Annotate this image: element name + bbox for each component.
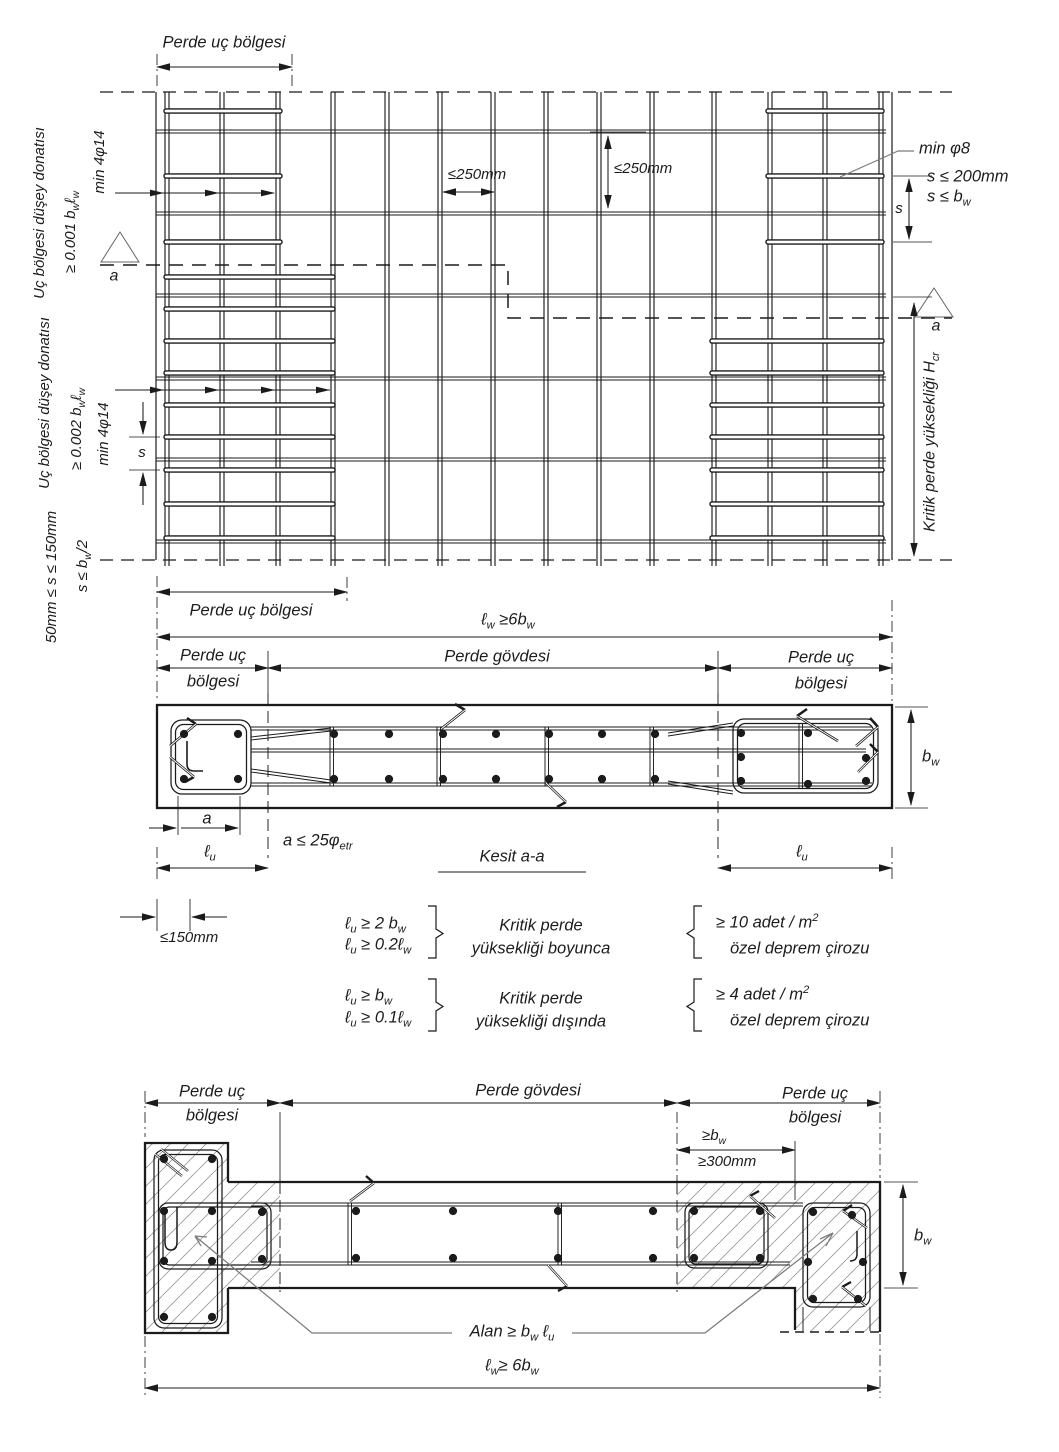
web-spacing-v-label: ≤250mm xyxy=(614,160,673,178)
left-upper-minbars: min 4φ14 xyxy=(91,130,109,194)
note2-cond2: ℓ$_u$ ≥ 0.1ℓ$_w$ xyxy=(345,1008,412,1030)
vertical-bars xyxy=(165,92,883,566)
s-limit2-label: $s \le b_w$ xyxy=(927,187,971,209)
note2-cond1: ℓ$_u$ ≥ $b_w$ xyxy=(345,986,393,1008)
sec-zone-right-2: bölgesi xyxy=(794,674,848,693)
zone-label-bottom: Perde uç bölgesi xyxy=(189,601,313,620)
sec-zone-left-1: Perde uç xyxy=(179,646,247,665)
plan-flange-width-2: ≥300mm xyxy=(698,1153,757,1171)
sec-lu-left: ℓ$_u$ xyxy=(204,842,216,864)
plan-lw-dim: ℓ$_w$≥ $6b_w$ xyxy=(485,1356,539,1378)
left-upper-req: ≥ 0.001 $b_w\ell_w$ xyxy=(62,190,83,274)
web-spacing-h-label: ≤250mm xyxy=(447,166,507,184)
left-upper-title: Uç bölgesi düşey donatısı xyxy=(31,127,49,299)
left-lower-minbars: min 4φ14 xyxy=(95,402,113,466)
note1-cond1: ℓ$_u$ ≥ 2 $b_w$ xyxy=(345,914,406,936)
note2-scope2: yüksekliği dışında xyxy=(475,1012,607,1031)
note2-req1: ≥ 4 adet / $m^2$ xyxy=(716,983,810,1004)
section-aa-linework xyxy=(120,576,928,1031)
sec-a-label: a xyxy=(202,809,212,828)
spacing-limit-label: $s \le b_w/2$ xyxy=(74,539,95,593)
sec-zone-left-2: bölgesi xyxy=(186,672,240,691)
lw-dim-label: ℓ$_w$ $\ge 6b_w$ xyxy=(481,610,535,632)
section-title: Kesit a-a xyxy=(479,847,545,866)
plan-zone-right-1: Perde uç xyxy=(781,1084,849,1103)
sec-web-label: Perde gövdesi xyxy=(444,647,550,666)
sec-lu-right: ℓ$_u$ xyxy=(796,842,808,864)
section-mark-a-right: a xyxy=(931,317,941,335)
zone-label-top: Perde uç bölgesi xyxy=(162,33,286,52)
section-triangle-right xyxy=(915,288,953,317)
left-lower-title: Uç bölgesi düşey donatısı xyxy=(36,317,54,489)
section-triangle-left xyxy=(101,232,139,262)
note1-req2: özel deprem çirozu xyxy=(730,939,870,958)
note1-scope1: Kritik perde xyxy=(499,916,583,935)
s-label-left: s xyxy=(138,444,146,462)
spacing-range-label: 50mm ≤ s ≤ 150mm xyxy=(43,510,61,644)
plan-bw-label: $b_w$ xyxy=(914,1226,932,1248)
section-mark-a-left: a xyxy=(109,267,119,285)
note1-req1: ≥ 10 adet / $m^2$ xyxy=(716,911,819,932)
plan-linework xyxy=(145,1091,918,1398)
note2-scope1: Kritik perde xyxy=(499,989,583,1008)
sec-tie-spacing: ≤150mm xyxy=(160,929,219,947)
plan-zone-left-1: Perde uç xyxy=(178,1082,246,1101)
note1-scope2: yüksekliği boyunca xyxy=(471,939,611,958)
elevation-linework xyxy=(100,54,953,566)
sec-bw-label: $b_w$ xyxy=(922,747,940,769)
plan-zone-left-2: bölgesi xyxy=(185,1106,239,1125)
critical-height-label: Kritik perde yüksekliği $H_{cr}$ xyxy=(921,352,942,532)
min-phi8-leader xyxy=(840,151,914,177)
hatch-right xyxy=(677,1182,880,1332)
min-phi8-label: min φ8 xyxy=(919,139,971,158)
plan-zone-right-2: bölgesi xyxy=(788,1108,842,1127)
note1-cond2: ℓ$_u$ ≥ 0.2ℓ$_w$ xyxy=(345,935,412,957)
left-lower-req: ≥ 0.002 $b_w\ell_w$ xyxy=(68,387,89,471)
plan-web-label: Perde gövdesi xyxy=(475,1081,581,1100)
sec-a-limit: $a \le 25\varphi_{etr}$ xyxy=(283,831,353,853)
sec-zone-right-1: Perde uç xyxy=(787,648,855,667)
note2-req2: özel deprem çirozu xyxy=(730,1011,870,1030)
s-label-right: s xyxy=(895,200,903,218)
slab-lines xyxy=(100,92,952,560)
s-limit1-label: s ≤ 200mm xyxy=(927,167,1009,186)
plan-flange-width-1: $\ge b_w$ xyxy=(702,1127,726,1148)
plan-area-note: Alan ≥ $b_w$ ℓ$_u$ xyxy=(469,1322,555,1344)
